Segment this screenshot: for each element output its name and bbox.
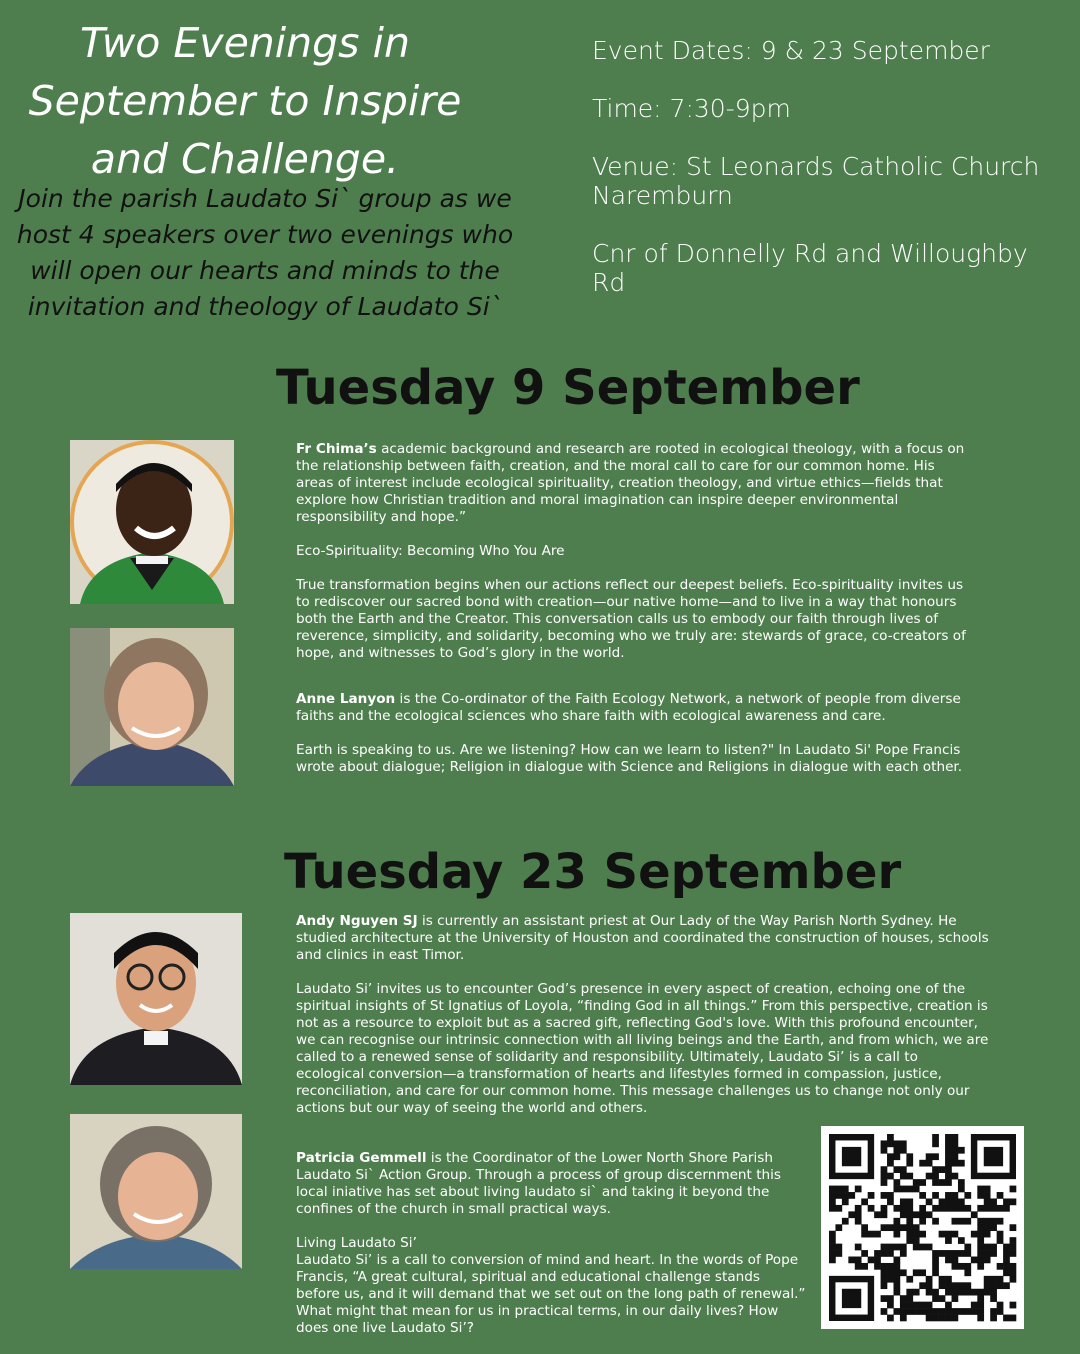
- qr-code[interactable]: [821, 1126, 1024, 1329]
- speaker1-bio-block: [296, 441, 966, 679]
- speaker4-talk-title: Living Laudato Si’: [296, 1235, 417, 1251]
- speaker1-talk-title: Eco-Spirituality: Becoming Who You Are: [296, 543, 565, 559]
- event-address: Cnr of Donnelly Rd and Willoughby Rd: [592, 239, 1028, 297]
- event-venue: Venue: St Leonards Catholic Church Naremburn: [592, 152, 1040, 210]
- speaker4-bio-block: [296, 1150, 806, 1354]
- speaker1-name: Fr Chima’s: [296, 441, 377, 457]
- speaker3-photo: [70, 913, 242, 1085]
- intro-text: Join the parish Laudato Si` group as we host 4 speakers over two evenings who will open our hearts and minds to the invitation and theology of Laudato Si`: [16, 184, 514, 321]
- page-headline: Two Evenings in September to Inspire and Challenge.: [28, 19, 462, 183]
- speaker1-photo: [70, 440, 234, 604]
- event-dates: Event Dates: 9 & 23 September: [592, 36, 990, 65]
- speaker3-name: Andy Nguyen SJ: [296, 913, 418, 929]
- evening1-heading: Tuesday 9 September: [276, 360, 860, 416]
- speaker2-talk-text: Earth is speaking to us. Are we listening? How can we learn to listen?" In Laudato Si' Pope Francis wrote about dialogue; Religion in dialogue with Science and Religions in dialogue with each other.: [296, 742, 963, 775]
- speaker4-photo: [70, 1114, 242, 1269]
- speaker4-bio: is the Coordinator of the Lower North Shore Parish Laudato Si` Action Group. Through a process of group discernment this local iniative has set about living laudato si` and taking it beyond the confines of the church in small practical ways.: [296, 1150, 782, 1217]
- speaker2-bio-block: [296, 691, 966, 793]
- speaker3-bio-block: [296, 913, 990, 1134]
- speaker4-talk-text: Laudato Si’ is a call to conversion of mind and heart. In the words of Pope Francis, “A great cultural, spiritual and educational challenge stands before us, and it will demand that we set out on the long path of renewal.” What might that mean for us in practical terms, in our daily lives? How does one live Laudato Si’?: [296, 1252, 806, 1336]
- speaker1-bio: academic background and research are rooted in ecological theology, with a focus on the relationship between faith, creation, and the moral call to care for our common home. His areas of interest include ecological spirituality, creation theology, and virtue ethics—fields that explore how Christian tradition and moral imagination can inspire deeper environmental responsibility and hope.”: [296, 441, 965, 525]
- speaker1-talk-text: True transformation begins when our actions reflect our deepest beliefs. Eco-spirituality invites us to rediscover our sacred bond with creation—our native home—and to live in a way that honours both the Earth and the Creator. This conversation calls us to embody our faith through lives of reverence, simplicity, and solidarity, becoming who we truly are: stewards of grace, co-creators of hope, and witnesses to God’s glory in the world.: [296, 577, 966, 661]
- speaker4-name: Patricia Gemmell: [296, 1150, 427, 1166]
- speaker2-photo: [70, 628, 234, 786]
- speaker2-bio: is the Co-ordinator of the Faith Ecology Network, a network of people from diverse faiths and the ecological sciences who share faith with ecological awareness and care.: [296, 691, 961, 724]
- evening2-heading: Tuesday 23 September: [284, 844, 902, 900]
- speaker3-bio: is currently an assistant priest at Our Lady of the Way Parish North Sydney. He studied architecture at the University of Houston and coordinated the construction of houses, schools and clinics in east Timor.: [296, 913, 989, 963]
- speaker3-talk-text: Laudato Si’ invites us to encounter God’s presence in every aspect of creation, echoing one of the spiritual insights of St Ignatius of Loyola, “finding God in all things.” From this perspective, creation is not as a resource to exploit but as a sacred gift, reflecting God's love. With this profound encounter, we can recognise our intrinsic connection with all living beings and the Earth, and from which, we are called to a renewed sense of solidarity and responsibility. Ultimately, Laudato Si’ is a call to ecological conversion—a transformation of hearts and lifestyles formed in compassion, justice, reconciliation, and care for our common home. This message challenges us to change not only our actions but our way of seeing the world and others.: [296, 981, 989, 1116]
- speaker2-name: Anne Lanyon: [296, 691, 396, 707]
- event-time: Time: 7:30-9pm: [592, 94, 791, 123]
